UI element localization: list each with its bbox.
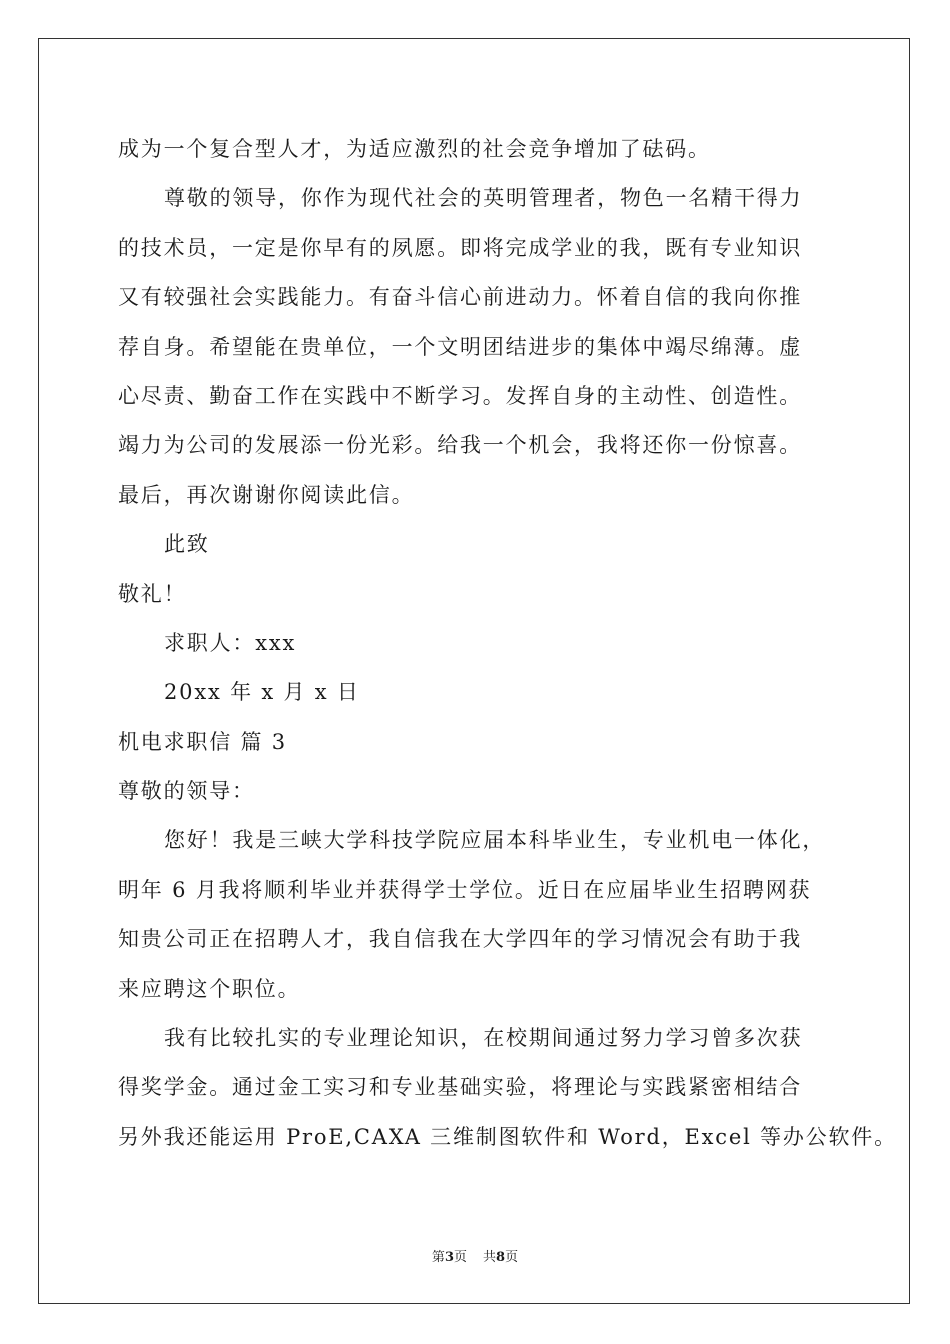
closing-regards: 敬礼！	[118, 581, 187, 606]
text-line: 荐自身。希望能在贵单位，一个文明团结进步的集体中竭尽绵薄。虚	[118, 334, 802, 359]
text-line: 知贵公司正在招聘人才，我自信我在大学四年的学习情况会有助于我	[118, 927, 802, 952]
page-suffix: 页	[453, 1250, 467, 1265]
total-suffix: 页	[505, 1250, 519, 1265]
text-line: 您好！我是三峡大学科技学院应届本科毕业生，专业机电一体化，	[164, 828, 826, 853]
text-line: 竭力为公司的发展添一份光彩。给我一个机会，我将还你一份惊喜。	[118, 433, 802, 458]
section-heading: 机电求职信 篇 3	[118, 729, 287, 754]
text-line: 最后，再次谢谢你阅读此信。	[118, 482, 415, 507]
text-line: 尊敬的领导，你作为现代社会的英明管理者，物色一名精干得力	[164, 186, 803, 211]
closing-salutation: 此致	[164, 532, 210, 557]
text-line: 又有较强社会实践能力。有奋斗信心前进动力。怀着自信的我向你推	[118, 285, 802, 310]
applicant-signature: 求职人：xxx	[164, 630, 297, 655]
document-body	[118, 125, 897, 1162]
page-footer	[0, 1246, 950, 1265]
text-line: 心尽责、勤奋工作在实践中不断学习。发挥自身的主动性、创造性。	[118, 383, 802, 408]
text-line: 来应聘这个职位。	[118, 976, 301, 1001]
page-number: 3	[444, 1250, 454, 1265]
total-prefix: 共	[483, 1250, 497, 1265]
text-line: 成为一个复合型人才，为适应激烈的社会竞争增加了砝码。	[118, 137, 711, 161]
greeting: 尊敬的领导：	[118, 779, 255, 804]
text-line: 明年 6 月我将顺利毕业并获得学士学位。近日在应届毕业生招聘网获	[118, 877, 812, 902]
letter-date: 20xx 年 x 月 x 日	[164, 680, 360, 705]
text-line: 另外我还能运用 ProE,CAXA 三维制图软件和 Word，Excel 等办公软件。	[118, 1124, 897, 1149]
total-pages: 8	[496, 1250, 506, 1265]
page-prefix: 第	[431, 1250, 445, 1265]
text-line: 得奖学金。通过金工实习和专业基础实验，将理论与实践紧密相结合	[118, 1075, 802, 1100]
text-line: 我有比较扎实的专业理论知识，在校期间通过努力学习曾多次获	[164, 1026, 803, 1051]
text-line: 的技术员，一定是你早有的夙愿。即将完成学业的我，既有专业知识	[118, 235, 802, 260]
